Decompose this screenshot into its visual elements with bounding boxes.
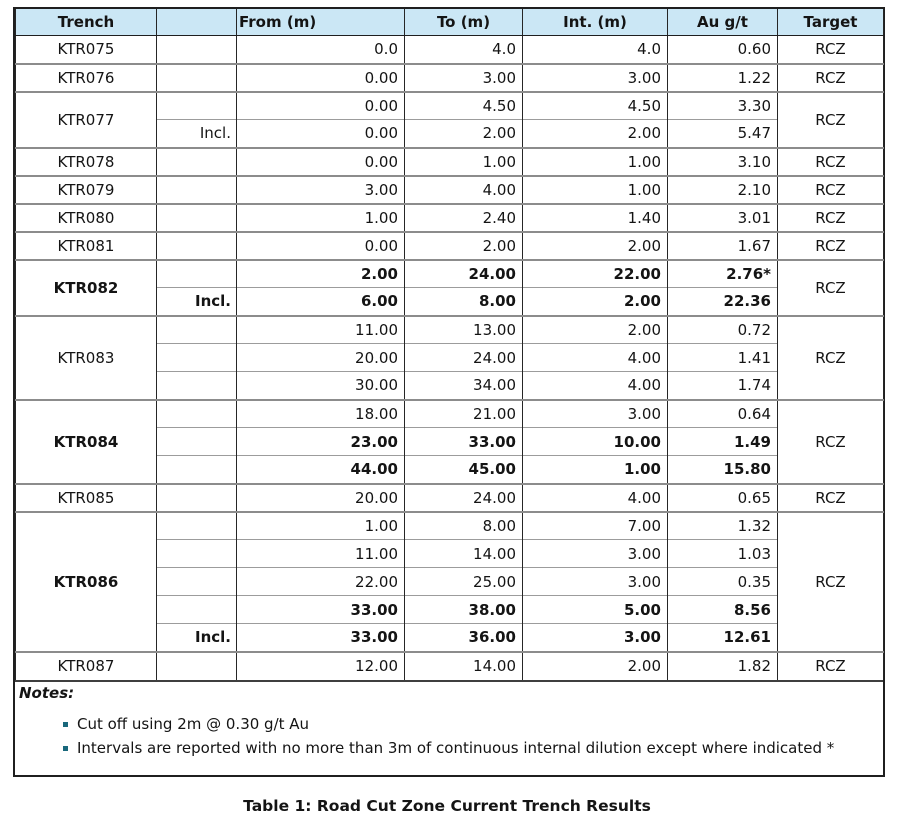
target-cell: RCZ	[778, 176, 884, 204]
grade-cell: 3.30	[668, 92, 778, 120]
interval-cell: 2.00	[523, 120, 668, 148]
qualifier-cell	[157, 456, 237, 484]
from-cell: 23.00	[237, 428, 405, 456]
interval-cell: 7.00	[523, 512, 668, 540]
trench-cell: KTR083	[16, 316, 157, 400]
grade-cell: 0.64	[668, 400, 778, 428]
qualifier-cell	[157, 92, 237, 120]
interval-cell: 2.00	[523, 652, 668, 680]
target-cell: RCZ	[778, 232, 884, 260]
to-cell: 38.00	[405, 596, 523, 624]
interval-cell: 3.00	[523, 64, 668, 92]
target-cell: RCZ	[778, 92, 884, 148]
qualifier-cell	[157, 512, 237, 540]
interval-cell: 1.00	[523, 456, 668, 484]
from-cell: 1.00	[237, 512, 405, 540]
qualifier-cell	[157, 428, 237, 456]
table-row	[16, 176, 884, 204]
trench-cell: KTR086	[16, 512, 157, 652]
trench-results-table	[15, 9, 884, 680]
to-cell: 24.00	[405, 484, 523, 512]
qualifier-cell	[157, 316, 237, 344]
note-item	[63, 738, 877, 759]
grade-cell: 0.60	[668, 36, 778, 64]
grade-cell: 2.10	[668, 176, 778, 204]
from-cell: 0.0	[237, 36, 405, 64]
header-row	[16, 9, 884, 36]
column-header-from: From (m)	[237, 9, 405, 36]
trench-cell: KTR082	[16, 260, 157, 316]
from-cell: 0.00	[237, 92, 405, 120]
note-text: Cut off using 2m @ 0.30 g/t Au	[77, 714, 310, 733]
grade-cell: 5.47	[668, 120, 778, 148]
to-cell: 25.00	[405, 568, 523, 596]
interval-cell: 10.00	[523, 428, 668, 456]
to-cell: 3.00	[405, 64, 523, 92]
table-row	[16, 260, 884, 288]
interval-cell: 3.00	[523, 540, 668, 568]
qualifier-cell	[157, 176, 237, 204]
interval-cell: 1.00	[523, 176, 668, 204]
target-cell: RCZ	[778, 260, 884, 316]
to-cell: 24.00	[405, 260, 523, 288]
grade-cell: 3.10	[668, 148, 778, 176]
grade-cell: 1.67	[668, 232, 778, 260]
grade-cell: 1.49	[668, 428, 778, 456]
trench-cell: KTR085	[16, 484, 157, 512]
qualifier-cell	[157, 260, 237, 288]
grade-cell: 22.36	[668, 288, 778, 316]
from-cell: 0.00	[237, 64, 405, 92]
trench-results-box	[13, 7, 885, 777]
qualifier-cell	[157, 484, 237, 512]
to-cell: 24.00	[405, 344, 523, 372]
notes-section	[15, 680, 883, 775]
interval-cell: 3.00	[523, 400, 668, 428]
qualifier-cell	[157, 372, 237, 400]
from-cell: 22.00	[237, 568, 405, 596]
from-cell: 11.00	[237, 316, 405, 344]
column-header-to: To (m)	[405, 9, 523, 36]
square-bullet-icon	[63, 746, 68, 751]
interval-cell: 1.40	[523, 204, 668, 232]
target-cell: RCZ	[778, 484, 884, 512]
qualifier-cell	[157, 540, 237, 568]
interval-cell: 4.00	[523, 484, 668, 512]
column-header-interval: Int. (m)	[523, 9, 668, 36]
grade-cell: 1.03	[668, 540, 778, 568]
to-cell: 13.00	[405, 316, 523, 344]
to-cell: 2.00	[405, 120, 523, 148]
to-cell: 34.00	[405, 372, 523, 400]
trench-cell: KTR084	[16, 400, 157, 484]
grade-cell: 1.74	[668, 372, 778, 400]
table-row	[16, 652, 884, 680]
target-cell: RCZ	[778, 36, 884, 64]
to-cell: 45.00	[405, 456, 523, 484]
column-header-qualifier	[157, 9, 237, 36]
to-cell: 2.40	[405, 204, 523, 232]
from-cell: 0.00	[237, 232, 405, 260]
grade-cell: 15.80	[668, 456, 778, 484]
interval-cell: 3.00	[523, 568, 668, 596]
qualifier-cell	[157, 344, 237, 372]
from-cell: 18.00	[237, 400, 405, 428]
grade-cell: 0.72	[668, 316, 778, 344]
from-cell: 30.00	[237, 372, 405, 400]
qualifier-cell: Incl.	[157, 624, 237, 652]
interval-cell: 5.00	[523, 596, 668, 624]
trench-cell: KTR076	[16, 64, 157, 92]
qualifier-cell	[157, 596, 237, 624]
qualifier-cell	[157, 36, 237, 64]
grade-cell: 3.01	[668, 204, 778, 232]
target-cell: RCZ	[778, 64, 884, 92]
to-cell: 1.00	[405, 148, 523, 176]
target-cell: RCZ	[778, 652, 884, 680]
to-cell: 4.0	[405, 36, 523, 64]
interval-cell: 1.00	[523, 148, 668, 176]
qualifier-cell: Incl.	[157, 288, 237, 316]
to-cell: 8.00	[405, 512, 523, 540]
note-text: Intervals are reported with no more than 3m of continuous internal dilution except where indicated *	[77, 738, 835, 757]
to-cell: 21.00	[405, 400, 523, 428]
to-cell: 36.00	[405, 624, 523, 652]
qualifier-cell	[157, 400, 237, 428]
grade-cell: 12.61	[668, 624, 778, 652]
table-caption: Table 1: Road Cut Zone Current Trench Results	[243, 796, 651, 815]
from-cell: 0.00	[237, 120, 405, 148]
qualifier-cell	[157, 204, 237, 232]
from-cell: 11.00	[237, 540, 405, 568]
interval-cell: 22.00	[523, 260, 668, 288]
from-cell: 33.00	[237, 596, 405, 624]
notes-label: Notes:	[19, 683, 75, 702]
trench-cell: KTR080	[16, 204, 157, 232]
to-cell: 4.50	[405, 92, 523, 120]
column-header-grade: Au g/t	[668, 9, 778, 36]
from-cell: 3.00	[237, 176, 405, 204]
table-row	[16, 36, 884, 64]
qualifier-cell	[157, 232, 237, 260]
target-cell: RCZ	[778, 400, 884, 484]
from-cell: 0.00	[237, 148, 405, 176]
to-cell: 2.00	[405, 232, 523, 260]
interval-cell: 4.00	[523, 372, 668, 400]
to-cell: 14.00	[405, 540, 523, 568]
grade-cell: 0.65	[668, 484, 778, 512]
column-header-trench: Trench	[16, 9, 157, 36]
trench-cell: KTR075	[16, 36, 157, 64]
target-cell: RCZ	[778, 512, 884, 652]
target-cell: RCZ	[778, 316, 884, 400]
qualifier-cell: Incl.	[157, 120, 237, 148]
table-row	[16, 92, 884, 120]
trench-cell: KTR078	[16, 148, 157, 176]
table-row	[16, 232, 884, 260]
interval-cell: 2.00	[523, 232, 668, 260]
from-cell: 20.00	[237, 344, 405, 372]
interval-cell: 4.00	[523, 344, 668, 372]
from-cell: 20.00	[237, 484, 405, 512]
table-row	[16, 204, 884, 232]
interval-cell: 4.50	[523, 92, 668, 120]
interval-cell: 3.00	[523, 624, 668, 652]
from-cell: 1.00	[237, 204, 405, 232]
table-row	[16, 148, 884, 176]
from-cell: 33.00	[237, 624, 405, 652]
grade-cell: 0.35	[668, 568, 778, 596]
qualifier-cell	[157, 568, 237, 596]
to-cell: 33.00	[405, 428, 523, 456]
grade-cell: 1.82	[668, 652, 778, 680]
interval-cell: 2.00	[523, 316, 668, 344]
table-row	[16, 316, 884, 344]
to-cell: 14.00	[405, 652, 523, 680]
from-cell: 12.00	[237, 652, 405, 680]
table-row	[16, 512, 884, 540]
table-row	[16, 400, 884, 428]
target-cell: RCZ	[778, 204, 884, 232]
grade-cell: 2.76*	[668, 260, 778, 288]
table-row	[16, 64, 884, 92]
interval-cell: 2.00	[523, 288, 668, 316]
square-bullet-icon	[63, 722, 68, 727]
qualifier-cell	[157, 64, 237, 92]
to-cell: 4.00	[405, 176, 523, 204]
interval-cell: 4.0	[523, 36, 668, 64]
grade-cell: 1.22	[668, 64, 778, 92]
note-item	[63, 714, 877, 735]
target-cell: RCZ	[778, 148, 884, 176]
grade-cell: 1.41	[668, 344, 778, 372]
from-cell: 2.00	[237, 260, 405, 288]
table-row	[16, 484, 884, 512]
trench-cell: KTR077	[16, 92, 157, 148]
column-header-target: Target	[778, 9, 884, 36]
from-cell: 44.00	[237, 456, 405, 484]
grade-cell: 8.56	[668, 596, 778, 624]
trench-cell: KTR081	[16, 232, 157, 260]
to-cell: 8.00	[405, 288, 523, 316]
trench-cell: KTR079	[16, 176, 157, 204]
qualifier-cell	[157, 652, 237, 680]
qualifier-cell	[157, 148, 237, 176]
trench-cell: KTR087	[16, 652, 157, 680]
from-cell: 6.00	[237, 288, 405, 316]
grade-cell: 1.32	[668, 512, 778, 540]
